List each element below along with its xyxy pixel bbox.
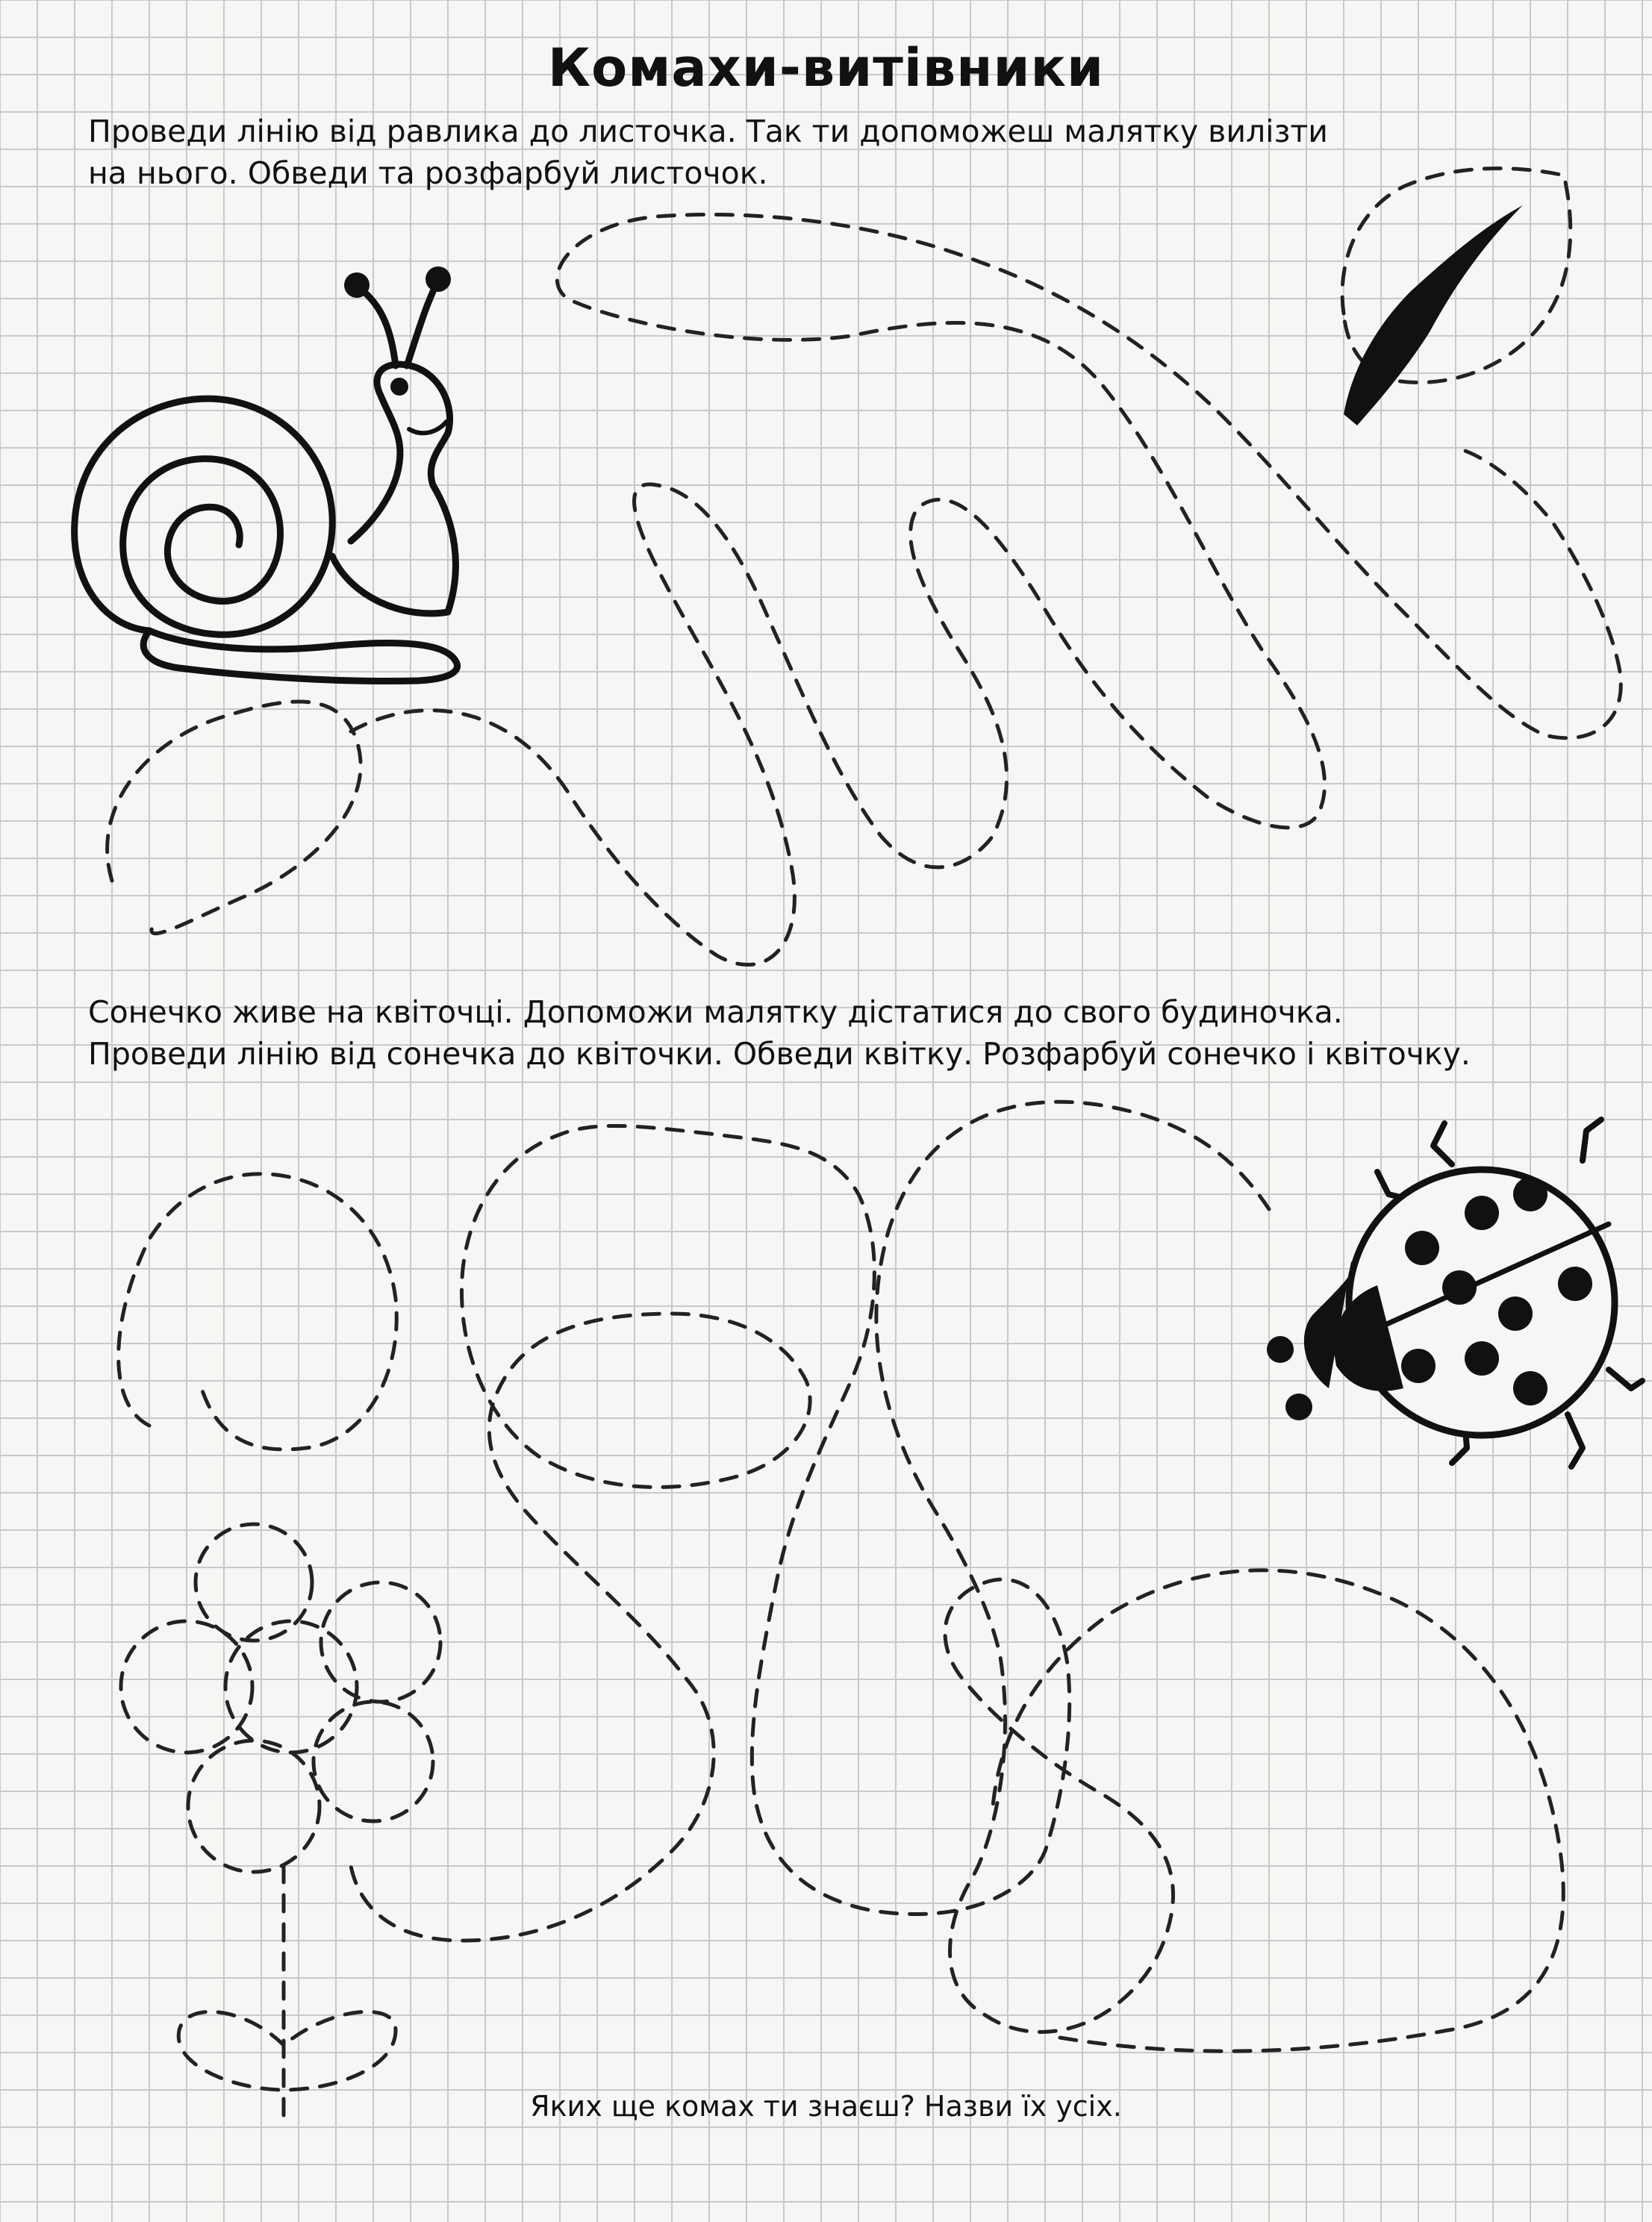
task2-line2: Проведи лінію від сонечка до квіточки. Обведи квітку. Розфарбуй сонечко і квіточку. [88,1036,1471,1072]
snail-icon [75,266,458,681]
ladybug-icon [1267,1120,1642,1467]
loop-path-1[interactable] [119,1174,397,1449]
flower-icon[interactable] [121,1524,440,2120]
task1-line1: Проведи лінію від равлика до листочка. Так ти допоможеш малятку вилізти [88,113,1328,149]
task1-instruction [88,110,1328,194]
task2-instruction [88,991,1471,1075]
task2-line1: Сонечко живе на квіточці. Допоможи малятку дістатися до свого будиночка. [88,994,1343,1030]
page-title: Комахи-витівники [547,37,1105,99]
task1-line2: на нього. Обведи та розфарбуй листочок. [88,155,768,191]
closing-question: Яких ще комах ти знаєш? Назви їх усіх. [530,2090,1122,2123]
